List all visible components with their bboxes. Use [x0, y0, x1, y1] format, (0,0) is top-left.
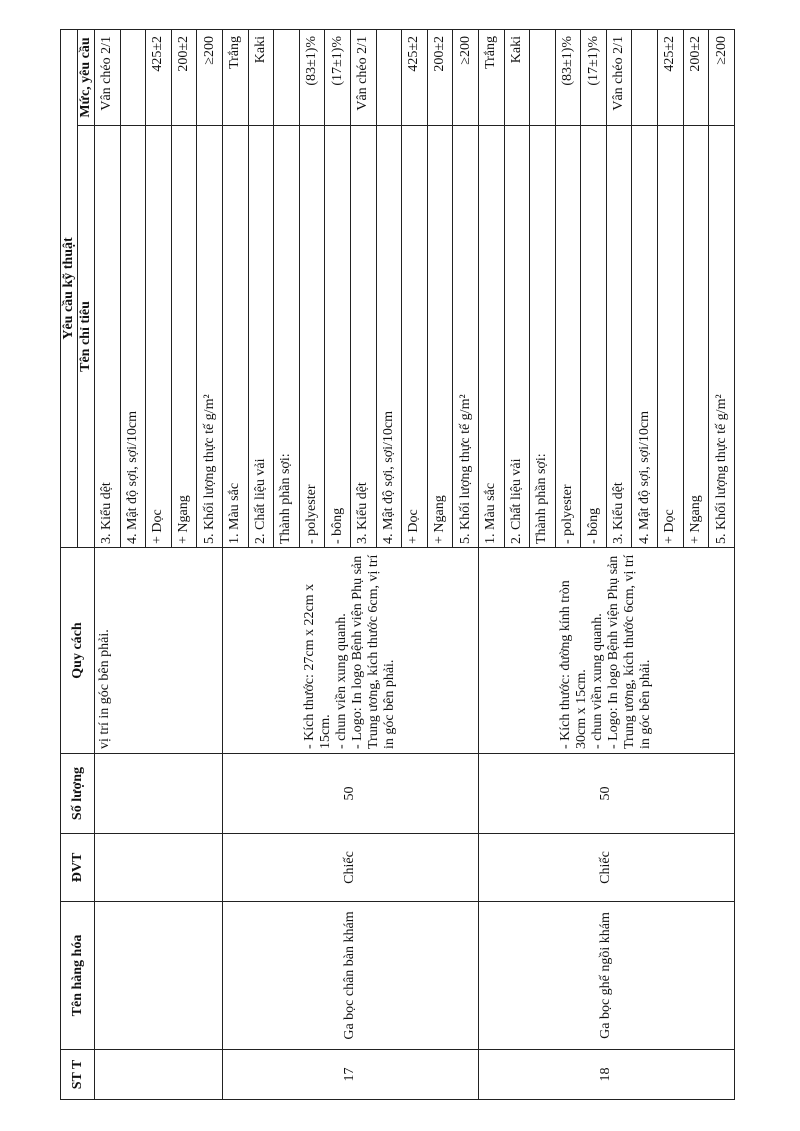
criterion-value: ≥200 — [197, 29, 223, 125]
criterion-value: (17±1)% — [581, 29, 607, 125]
continuation-item-name — [95, 902, 223, 1050]
header-unit: ĐVT — [61, 834, 95, 902]
spec-line: - chun viền xung quanh. — [590, 613, 606, 749]
criterion-value: ≥200 — [453, 29, 479, 125]
spec-line: - Kích thước: 27cm x 22cm x 15cm. — [302, 583, 334, 749]
criterion-name: 3. Kiểu dệt — [95, 126, 121, 548]
header-required-level: Mức, yêu cầu — [78, 29, 95, 125]
criterion-value — [530, 29, 556, 125]
criterion-name: 5. Khối lượng thực tế g/m² — [453, 126, 479, 548]
item-stt: 17 — [222, 1050, 478, 1100]
criterion-value: (83±1)% — [555, 29, 581, 125]
criterion-value — [632, 29, 658, 125]
item-stt: 18 — [478, 1050, 734, 1100]
criterion-name: + Dọc — [146, 126, 172, 548]
header-criterion-name: Tên chỉ tiêu — [78, 126, 95, 548]
criterion-value: (83±1)% — [299, 29, 325, 125]
item-unit: Chiếc — [478, 834, 734, 902]
header-item-name: Tên hàng hóa — [61, 902, 95, 1050]
criterion-value — [376, 29, 402, 125]
criterion-value: (17±1)% — [325, 29, 351, 125]
item-unit: Chiếc — [222, 834, 478, 902]
continuation-quantity — [95, 754, 223, 834]
criterion-name: + Ngang — [171, 126, 197, 548]
criterion-name: + Ngang — [427, 126, 453, 548]
criterion-name: 1. Màu sắc — [222, 126, 248, 548]
criterion-value: 200±2 — [171, 29, 197, 125]
criterion-name: + Dọc — [402, 126, 428, 548]
criterion-name: Thành phần sợi: — [274, 126, 300, 548]
criterion-name: 1. Màu sắc — [478, 126, 504, 548]
technical-spec-table — [60, 29, 735, 1100]
spec-line: - chun viền xung quanh. — [334, 613, 350, 749]
spec-line: - Logo: In logo Bệnh viện Phụ sản Trung ương, kích thước 6cm, vị trí in góc bên phải. — [606, 554, 654, 749]
header-specification: Quy cách — [61, 548, 95, 754]
criterion-value: 425±2 — [402, 29, 428, 125]
continuation-unit — [95, 834, 223, 902]
criterion-name: - polyester — [299, 126, 325, 548]
criterion-name: - polyester — [555, 126, 581, 548]
criterion-value — [120, 29, 146, 125]
continuation-specification: vị trí in góc bên phải. — [95, 548, 223, 754]
header-quantity: Số lượng — [61, 754, 95, 834]
criterion-name: 4. Mật độ sợi, sợi/10cm — [376, 126, 402, 548]
item-name: Ga bọc chân bàn khám — [222, 902, 478, 1050]
criterion-name: 5. Khối lượng thực tế g/m² — [197, 126, 223, 548]
criterion-name: 2. Chất liệu vải — [504, 126, 530, 548]
criterion-name: 2. Chất liệu vải — [248, 126, 274, 548]
criterion-name: 4. Mật độ sợi, sợi/10cm — [632, 126, 658, 548]
continuation-stt — [95, 1050, 223, 1100]
item-quantity: 50 — [478, 754, 734, 834]
criterion-value: Vân chéo 2/1 — [350, 29, 376, 125]
criterion-name: 3. Kiểu dệt — [606, 126, 632, 548]
criterion-value: Vân chéo 2/1 — [606, 29, 632, 125]
criterion-value: 425±2 — [658, 29, 684, 125]
criterion-value: Vân chéo 2/1 — [95, 29, 121, 125]
criterion-value: 200±2 — [683, 29, 709, 125]
item-quantity: 50 — [222, 754, 478, 834]
item-specification — [222, 548, 478, 754]
item-name: Ga bọc ghế ngồi khám — [478, 902, 734, 1050]
criterion-name: - bông — [325, 126, 351, 548]
spec-line: - Kích thước: đường kính tròn 30cm x 15cm. — [558, 580, 590, 749]
criterion-name: + Dọc — [658, 126, 684, 548]
criterion-value: Trắng — [222, 29, 248, 125]
criterion-name: + Ngang — [683, 126, 709, 548]
criterion-value: 200±2 — [427, 29, 453, 125]
header-stt: ST T — [61, 1050, 95, 1100]
criterion-value: Kaki — [504, 29, 530, 125]
rotated-page — [60, 30, 735, 1100]
spec-line: - Logo: In logo Bệnh viện Phụ sản Trung ương, kích thước 6cm, vị trí in góc bên phải. — [350, 554, 398, 749]
criterion-name: - bông — [581, 126, 607, 548]
criterion-name: 4. Mật độ sợi, sợi/10cm — [120, 126, 146, 548]
criterion-value: ≥200 — [709, 29, 735, 125]
criterion-value — [274, 29, 300, 125]
criterion-name: 5. Khối lượng thực tế g/m² — [709, 126, 735, 548]
criterion-value: Trắng — [478, 29, 504, 125]
header-technical-requirements: Yêu cầu kỹ thuật — [61, 29, 78, 547]
criterion-name: Thành phần sợi: — [530, 126, 556, 548]
criterion-value: 425±2 — [146, 29, 172, 125]
item-specification — [478, 548, 734, 754]
criterion-name: 3. Kiểu dệt — [350, 126, 376, 548]
criterion-value: Kaki — [248, 29, 274, 125]
